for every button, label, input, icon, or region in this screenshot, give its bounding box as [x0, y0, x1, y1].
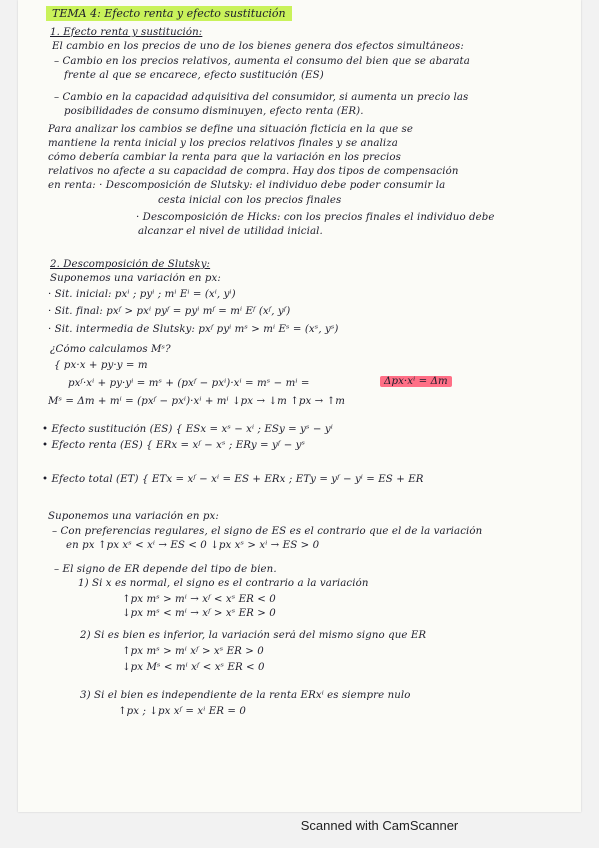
text-line: – Con preferencias regulares, el signo de ES es el contrario que el de la variación [52, 526, 483, 537]
section1-heading: 1. Efecto renta y sustitución: [50, 27, 203, 38]
section-variacion-px [18, 0, 581, 812]
text-line: El cambio en los precios de uno de los bienes genera dos efectos simultáneos: [52, 41, 464, 52]
scanned-page [18, 0, 581, 812]
text-line: ↓px mˢ < mⁱ → xᶠ > xˢ ER > 0 [122, 608, 276, 619]
efecto-renta: • Efecto renta (ES) { ERx = xᶠ − xˢ ; ERy = yᶠ − yˢ [42, 440, 306, 451]
text-line: – Cambio en los precios relativos, aumenta el consumo del bien que se abarata [54, 56, 470, 67]
text-line: relativos no afecte a su capacidad de compra. Hay dos tipos de compensación [48, 166, 459, 177]
text-line: cesta inicial con los precios finales [158, 195, 342, 206]
text-line: Para analizar los cambios se define una situación ficticia en la que se [48, 124, 414, 135]
text-line: – El signo de ER depende del tipo de bien. [54, 564, 277, 575]
text-line: 1) Si x es normal, el signo es el contrario a la variación [78, 578, 369, 589]
text-line: – Cambio en la capacidad adquisitiva del consumidor, si aumenta un precio las [54, 92, 469, 103]
efecto-total: • Efecto total (ET) { ETx = xᶠ − xⁱ = ES + ERx ; ETy = yᶠ − yⁱ = ES + ER [42, 474, 424, 485]
text-line: frente al que se encarece, efecto sustitución (ES) [64, 70, 324, 81]
text-line: · Sit. final: pxᶠ > pxⁱ pyᶠ = pyⁱ mᶠ = mⁱ Eᶠ (xᶠ, yᶠ) [48, 306, 291, 317]
text-line: ¿Cómo calculamos Mˢ? [50, 344, 171, 355]
text-line: ↑px ; ↓px xᶠ = xⁱ ER = 0 [118, 706, 246, 717]
text-line: 3) Si el bien es independiente de la renta ERxⁱ es siempre nulo [80, 690, 411, 701]
formula-line: { px·x + py·y = m [54, 360, 148, 371]
highlighted-formula: Δpx·xⁱ = Δm [380, 376, 452, 387]
formula-line: Mˢ = Δm + mⁱ = (pxᶠ − pxⁱ)·xⁱ + mⁱ ↓px → ↓m ↑px → ↑m [48, 396, 346, 407]
efecto-sustitucion: • Efecto sustitución (ES) { ESx = xˢ − xⁱ ; ESy = yˢ − yⁱ [42, 424, 333, 435]
text-line: posibilidades de consumo disminuyen, efecto renta (ER). [64, 106, 364, 117]
page-title: TEMA 4: Efecto renta y efecto sustitución [46, 6, 292, 21]
section2-heading: 2. Descomposición de Slutsky: [50, 259, 211, 270]
text-line: ↑px mˢ > mⁱ xᶠ > xˢ ER > 0 [122, 646, 264, 657]
text-line: cómo debería cambiar la renta para que la variación en los precios [48, 152, 401, 163]
text-line: en px ↑px xˢ < xⁱ → ES < 0 ↓px xˢ > xⁱ → ES > 0 [66, 540, 320, 551]
formula-line: pxᶠ·xⁱ + py·yⁱ = mˢ + (pxᶠ − pxⁱ)·xⁱ = mˢ − mⁱ = [68, 378, 310, 389]
text-line: alcanzar el nivel de utilidad inicial. [138, 226, 323, 237]
text-line: Suponemos una variación en px: [48, 511, 219, 522]
text-line: Suponemos una variación en px: [50, 273, 221, 284]
scanner-watermark: Scanned with CamScanner [300, 818, 459, 833]
text-line: mantiene la renta inicial y los precios relativos finales y se analiza [48, 138, 398, 149]
text-line: · Sit. intermedia de Slutsky: pxᶠ pyⁱ mˢ > mⁱ Eˢ = (xˢ, yˢ) [48, 324, 339, 335]
text-line: · Descomposición de Hicks: con los precios finales el individuo debe [136, 212, 495, 223]
text-line: ↓px Mˢ < mⁱ xᶠ < xˢ ER < 0 [122, 662, 265, 673]
text-line: 2) Si es bien es inferior, la variación será del mismo signo que ER [80, 630, 427, 641]
text-line: en renta: · Descomposición de Slutsky: el individuo debe poder consumir la [48, 180, 446, 191]
text-line: ↑px mˢ > mⁱ → xᶠ < xˢ ER < 0 [122, 594, 276, 605]
text-line: · Sit. inicial: pxⁱ ; pyⁱ ; mⁱ Eⁱ = (xⁱ, yⁱ) [48, 289, 236, 300]
